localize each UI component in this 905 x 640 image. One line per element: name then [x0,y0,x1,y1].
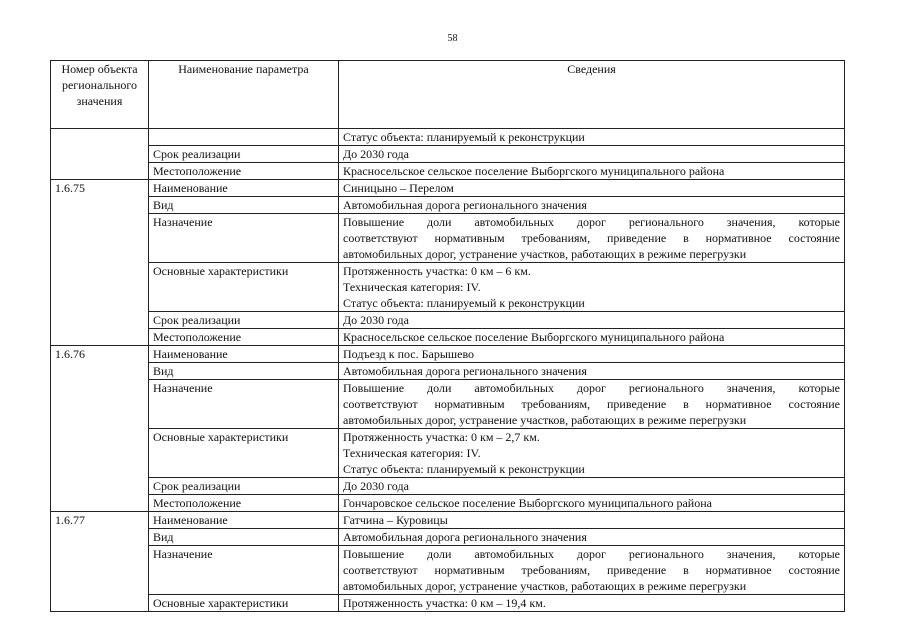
parameters-table [50,60,845,612]
text-line: автомобильных дорог, устранение участков, работающих в режиме перегрузки [343,579,747,593]
table-row [51,546,845,595]
param-cell: Вид [149,529,339,546]
param-cell: Наименование [149,180,339,197]
table-row [51,380,845,429]
value-cell: До 2030 года [339,146,845,163]
value-cell: Автомобильная дорога регионального значения [339,529,845,546]
text-line: Статус объекта: планируемый к реконструкции [343,296,585,310]
value-cell [339,214,845,263]
table-row [51,429,845,478]
param-cell: Назначение [149,214,339,263]
table-row [51,329,845,346]
table-row [51,180,845,197]
value-cell [339,380,845,429]
table-row [51,529,845,546]
text-line: Протяженность участка: 0 км – 2,7 км. [343,430,540,444]
text-line: Техническая категория: IV. [343,280,481,294]
param-cell: Местоположение [149,495,339,512]
value-cell: Статус объекта: планируемый к реконструкции [339,129,845,146]
text-line: соответствуют нормативным требованиям, приведение в нормативное состояние [343,563,840,577]
text-line: автомобильных дорог, устранение участков, работающих в режиме перегрузки [343,247,747,261]
text-line: Повышение доли автомобильных дорог регионального значения, которые [343,547,840,561]
object-number-cell: 1.6.77 [51,512,149,612]
value-cell: Автомобильная дорога регионального значения [339,197,845,214]
header-details: Сведения [339,61,845,129]
param-cell: Срок реализации [149,146,339,163]
text-line: Статус объекта: планируемый к реконструкции [343,462,585,476]
param-cell: Основные характеристики [149,595,339,612]
param-cell: Местоположение [149,329,339,346]
param-cell [149,129,339,146]
param-cell: Наименование [149,346,339,363]
text-line: автомобильных дорог, устранение участков, работающих в режиме перегрузки [343,413,747,427]
table-row [51,512,845,529]
param-cell: Назначение [149,546,339,595]
table-row [51,197,845,214]
param-cell: Вид [149,363,339,380]
object-number-cell: 1.6.75 [51,180,149,346]
table-row [51,214,845,263]
object-number-cell [51,129,149,180]
table-row [51,312,845,329]
table-row [51,495,845,512]
param-cell: Срок реализации [149,312,339,329]
value-cell: Подъезд к пос. Барышево [339,346,845,363]
table-row [51,129,845,146]
text-line: Повышение доли автомобильных дорог регионального значения, которые [343,381,840,395]
text-line: соответствуют нормативным требованиям, приведение в нормативное состояние [343,397,840,411]
text-line: Повышение доли автомобильных дорог регионального значения, которые [343,215,840,229]
value-cell: Красносельское сельское поселение Выборгского муниципального района [339,329,845,346]
param-cell: Наименование [149,512,339,529]
value-cell: До 2030 года [339,312,845,329]
table-row [51,146,845,163]
table-row [51,263,845,312]
value-cell: Протяженность участка: 0 км – 19,4 км. [339,595,845,612]
object-number-cell: 1.6.76 [51,346,149,512]
table-row [51,363,845,380]
text-line: Протяженность участка: 0 км – 6 км. [343,264,531,278]
param-cell: Основные характеристики [149,429,339,478]
value-cell [339,546,845,595]
param-cell: Основные характеристики [149,263,339,312]
value-cell: До 2030 года [339,478,845,495]
header-object-number: Номер объекта регионального значения [51,61,149,129]
text-line: Техническая категория: IV. [343,446,481,460]
param-cell: Вид [149,197,339,214]
value-cell: Автомобильная дорога регионального значения [339,363,845,380]
param-cell: Назначение [149,380,339,429]
header-parameter-name: Наименование параметра [149,61,339,129]
value-cell: Гатчина – Куровицы [339,512,845,529]
value-cell: Синицыно – Перелом [339,180,845,197]
param-cell: Местоположение [149,163,339,180]
text-line: соответствуют нормативным требованиям, приведение в нормативное состояние [343,231,840,245]
value-cell [339,429,845,478]
param-cell: Срок реализации [149,478,339,495]
table-row [51,478,845,495]
table-row [51,346,845,363]
value-cell: Красносельское сельское поселение Выборгского муниципального района [339,163,845,180]
table-row [51,163,845,180]
value-cell: Гончаровское сельское поселение Выборгского муниципального района [339,495,845,512]
value-cell [339,263,845,312]
page-number: 58 [447,33,458,44]
table-header-row [51,61,845,129]
table-row [51,595,845,612]
